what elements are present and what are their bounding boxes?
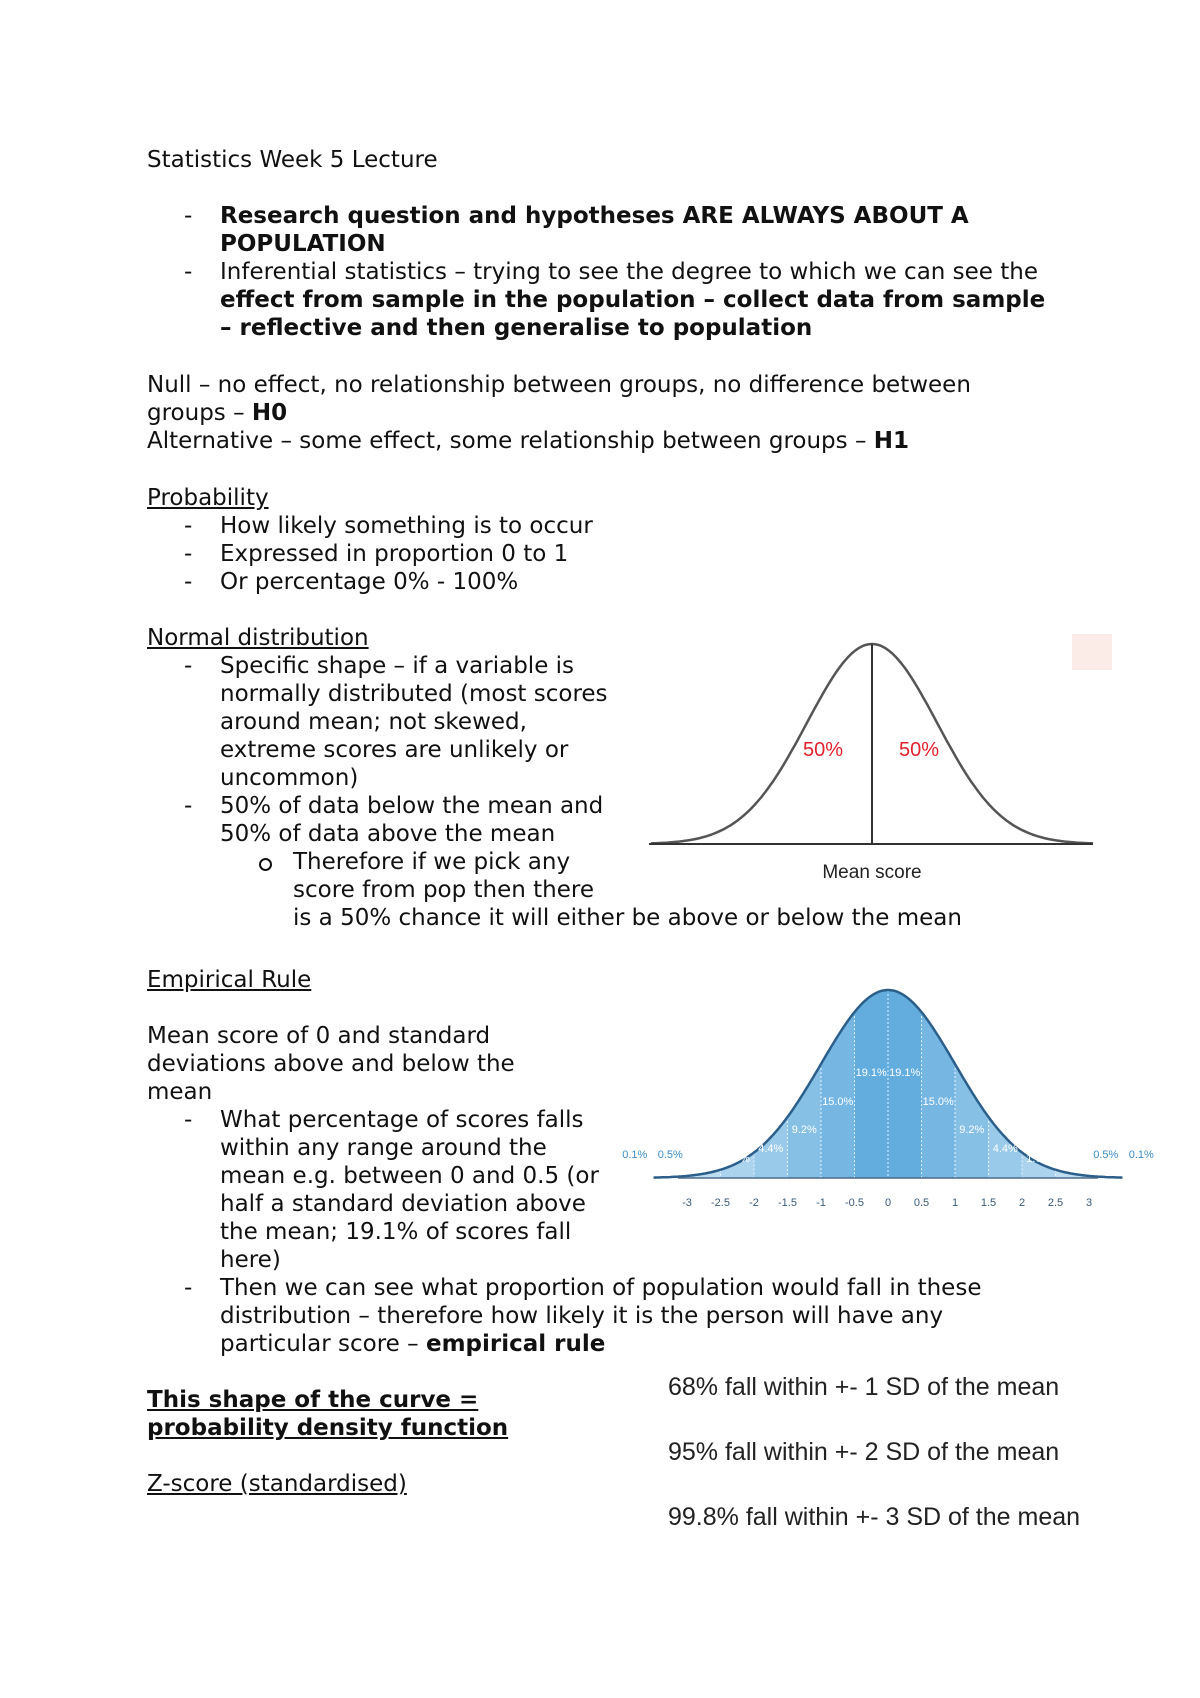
- list-item: [147, 1106, 605, 1274]
- empirical-item: What percentage of scores falls within any range around the mean e.g. between 0 and 0.5 (or half a standard deviation above the mean; 19.1% of scores fall here): [220, 1107, 599, 1273]
- segment-label: 4.4%: [758, 1143, 784, 1155]
- intro-item-text: Inferential statistics – trying to see the degree to which we can see the: [220, 259, 1039, 285]
- empirical-item: Then we can see what proportion of population would fall in these distribution – therefore how likely it is the person will have any particular score –: [220, 1275, 982, 1357]
- alt-symbol: H1: [873, 428, 910, 454]
- tick-label: -3: [682, 1197, 692, 1209]
- segment-label: 19.1%: [889, 1067, 921, 1079]
- dash-bullet-icon: -: [184, 793, 193, 819]
- tick-label: 3: [1085, 1197, 1093, 1209]
- null-text: Null – no effect, no relationship between groups, no difference between groups –: [147, 372, 971, 426]
- normal-item: 50% of data below the mean and 50% of data above the mean: [220, 793, 604, 847]
- tick-label: 0: [884, 1197, 892, 1209]
- empirical-item2-wrap: [147, 1274, 1047, 1358]
- curve-segment-fill: [888, 990, 922, 1178]
- tick-label: 1.5: [980, 1197, 997, 1209]
- tick-labels-group: [682, 1197, 1092, 1209]
- rule-95: 95% fall within +- 2 SD of the mean: [668, 1438, 1060, 1466]
- rule-998: 99.8% fall within +- 3 SD of the mean: [668, 1503, 1081, 1531]
- tick-label: -1: [816, 1197, 826, 1209]
- probability-heading: Probability: [147, 485, 269, 511]
- intro-item-bold: effect from sample in the population – collect data from sample – reflective and then generalise to population: [220, 287, 1046, 341]
- list-item: [147, 540, 1047, 568]
- sub-list-item: [147, 848, 603, 904]
- intro-item-text: Research question and hypotheses ARE ALWAYS ABOUT A POPULATION: [220, 203, 969, 257]
- segment-label: 9.2%: [959, 1124, 985, 1136]
- circle-bullet-icon: [259, 858, 272, 871]
- segment-label: 1.7%: [1026, 1153, 1052, 1165]
- dash-bullet-icon: -: [184, 203, 193, 229]
- rule-68: 68% fall within +- 1 SD of the mean: [668, 1373, 1060, 1401]
- curve-segment-fill: [788, 1064, 822, 1178]
- probability-item: Expressed in proportion 0 to 1: [220, 541, 569, 567]
- segment-label: 0.1%: [622, 1149, 648, 1161]
- page-title: Statistics Week 5 Lecture: [147, 147, 438, 173]
- empirical-heading: Empirical Rule: [147, 967, 312, 993]
- list-item: [147, 568, 1047, 596]
- hypotheses-block: [147, 371, 1047, 455]
- tick-label: -1.5: [778, 1197, 797, 1209]
- list-item: [147, 652, 620, 792]
- probability-item: How likely something is to occur: [220, 513, 593, 539]
- tick-label: -0.5: [845, 1197, 864, 1209]
- tick-label: 2.5: [1047, 1197, 1064, 1209]
- list-item: [147, 202, 1047, 258]
- segment-label: 15.0%: [822, 1096, 854, 1108]
- null-symbol: H0: [251, 400, 288, 426]
- normal-curve-figure: [645, 630, 1105, 890]
- dash-bullet-icon: -: [184, 1107, 193, 1133]
- tick-label: -2: [749, 1197, 759, 1209]
- segment-label: 19.1%: [855, 1067, 887, 1079]
- empirical-para: Mean score of 0 and standard deviations above and below the mean: [147, 1023, 515, 1105]
- normal-sub-item: Therefore if we pick any score from pop then there: [293, 849, 595, 903]
- list-item: [147, 512, 1047, 540]
- normal-heading: Normal distribution: [147, 625, 369, 651]
- empirical-curve-figure: [622, 980, 1154, 1225]
- tick-label: 2: [1018, 1197, 1026, 1209]
- curve-segment-fill: [855, 990, 889, 1178]
- right-percent-label: 50%: [899, 739, 940, 761]
- curve-segment-fill: [955, 1064, 989, 1178]
- left-percent-label: 50%: [803, 739, 844, 761]
- dash-bullet-icon: -: [184, 653, 193, 679]
- zscore-heading: Z-score (standardised): [147, 1471, 407, 1497]
- pdf-heading: This shape of the curve = probability density function: [147, 1387, 509, 1441]
- tick-label: -2.5: [711, 1197, 730, 1209]
- list-item: [147, 792, 635, 848]
- segment-label: 0.5%: [657, 1149, 683, 1161]
- empirical-item-bold: empirical rule: [425, 1331, 606, 1357]
- dash-bullet-icon: -: [184, 513, 193, 539]
- tick-label: 0.5: [913, 1197, 930, 1209]
- segment-label: 15.0%: [922, 1096, 954, 1108]
- mean-score-label: Mean score: [822, 862, 922, 883]
- list-item: [147, 1274, 1040, 1358]
- segment-label: 1.7%: [724, 1153, 750, 1165]
- normal-sub-item-cont: is a 50% chance it will either be above or below the mean: [293, 905, 962, 931]
- intro-list: [147, 202, 1047, 342]
- probability-section: [147, 484, 1047, 596]
- dash-bullet-icon: -: [184, 259, 193, 285]
- segment-label: 9.2%: [791, 1124, 817, 1136]
- tick-label: 1: [951, 1197, 959, 1209]
- list-item: [147, 258, 1047, 342]
- dash-bullet-icon: -: [184, 569, 193, 595]
- probability-item: Or percentage 0% - 100%: [220, 569, 519, 595]
- segment-label: 0.1%: [1128, 1149, 1154, 1161]
- dash-bullet-icon: -: [184, 1275, 193, 1301]
- segment-label: 0.5%: [1093, 1149, 1119, 1161]
- dash-bullet-icon: -: [184, 541, 193, 567]
- segment-label: 4.4%: [992, 1143, 1018, 1155]
- normal-item: Specific shape – if a variable is normally distributed (most scores around mean; not skewed, extreme scores are unlikely or uncommon): [220, 653, 608, 791]
- empirical-section: [147, 966, 599, 1274]
- alt-text: Alternative – some effect, some relationship between groups –: [147, 428, 874, 454]
